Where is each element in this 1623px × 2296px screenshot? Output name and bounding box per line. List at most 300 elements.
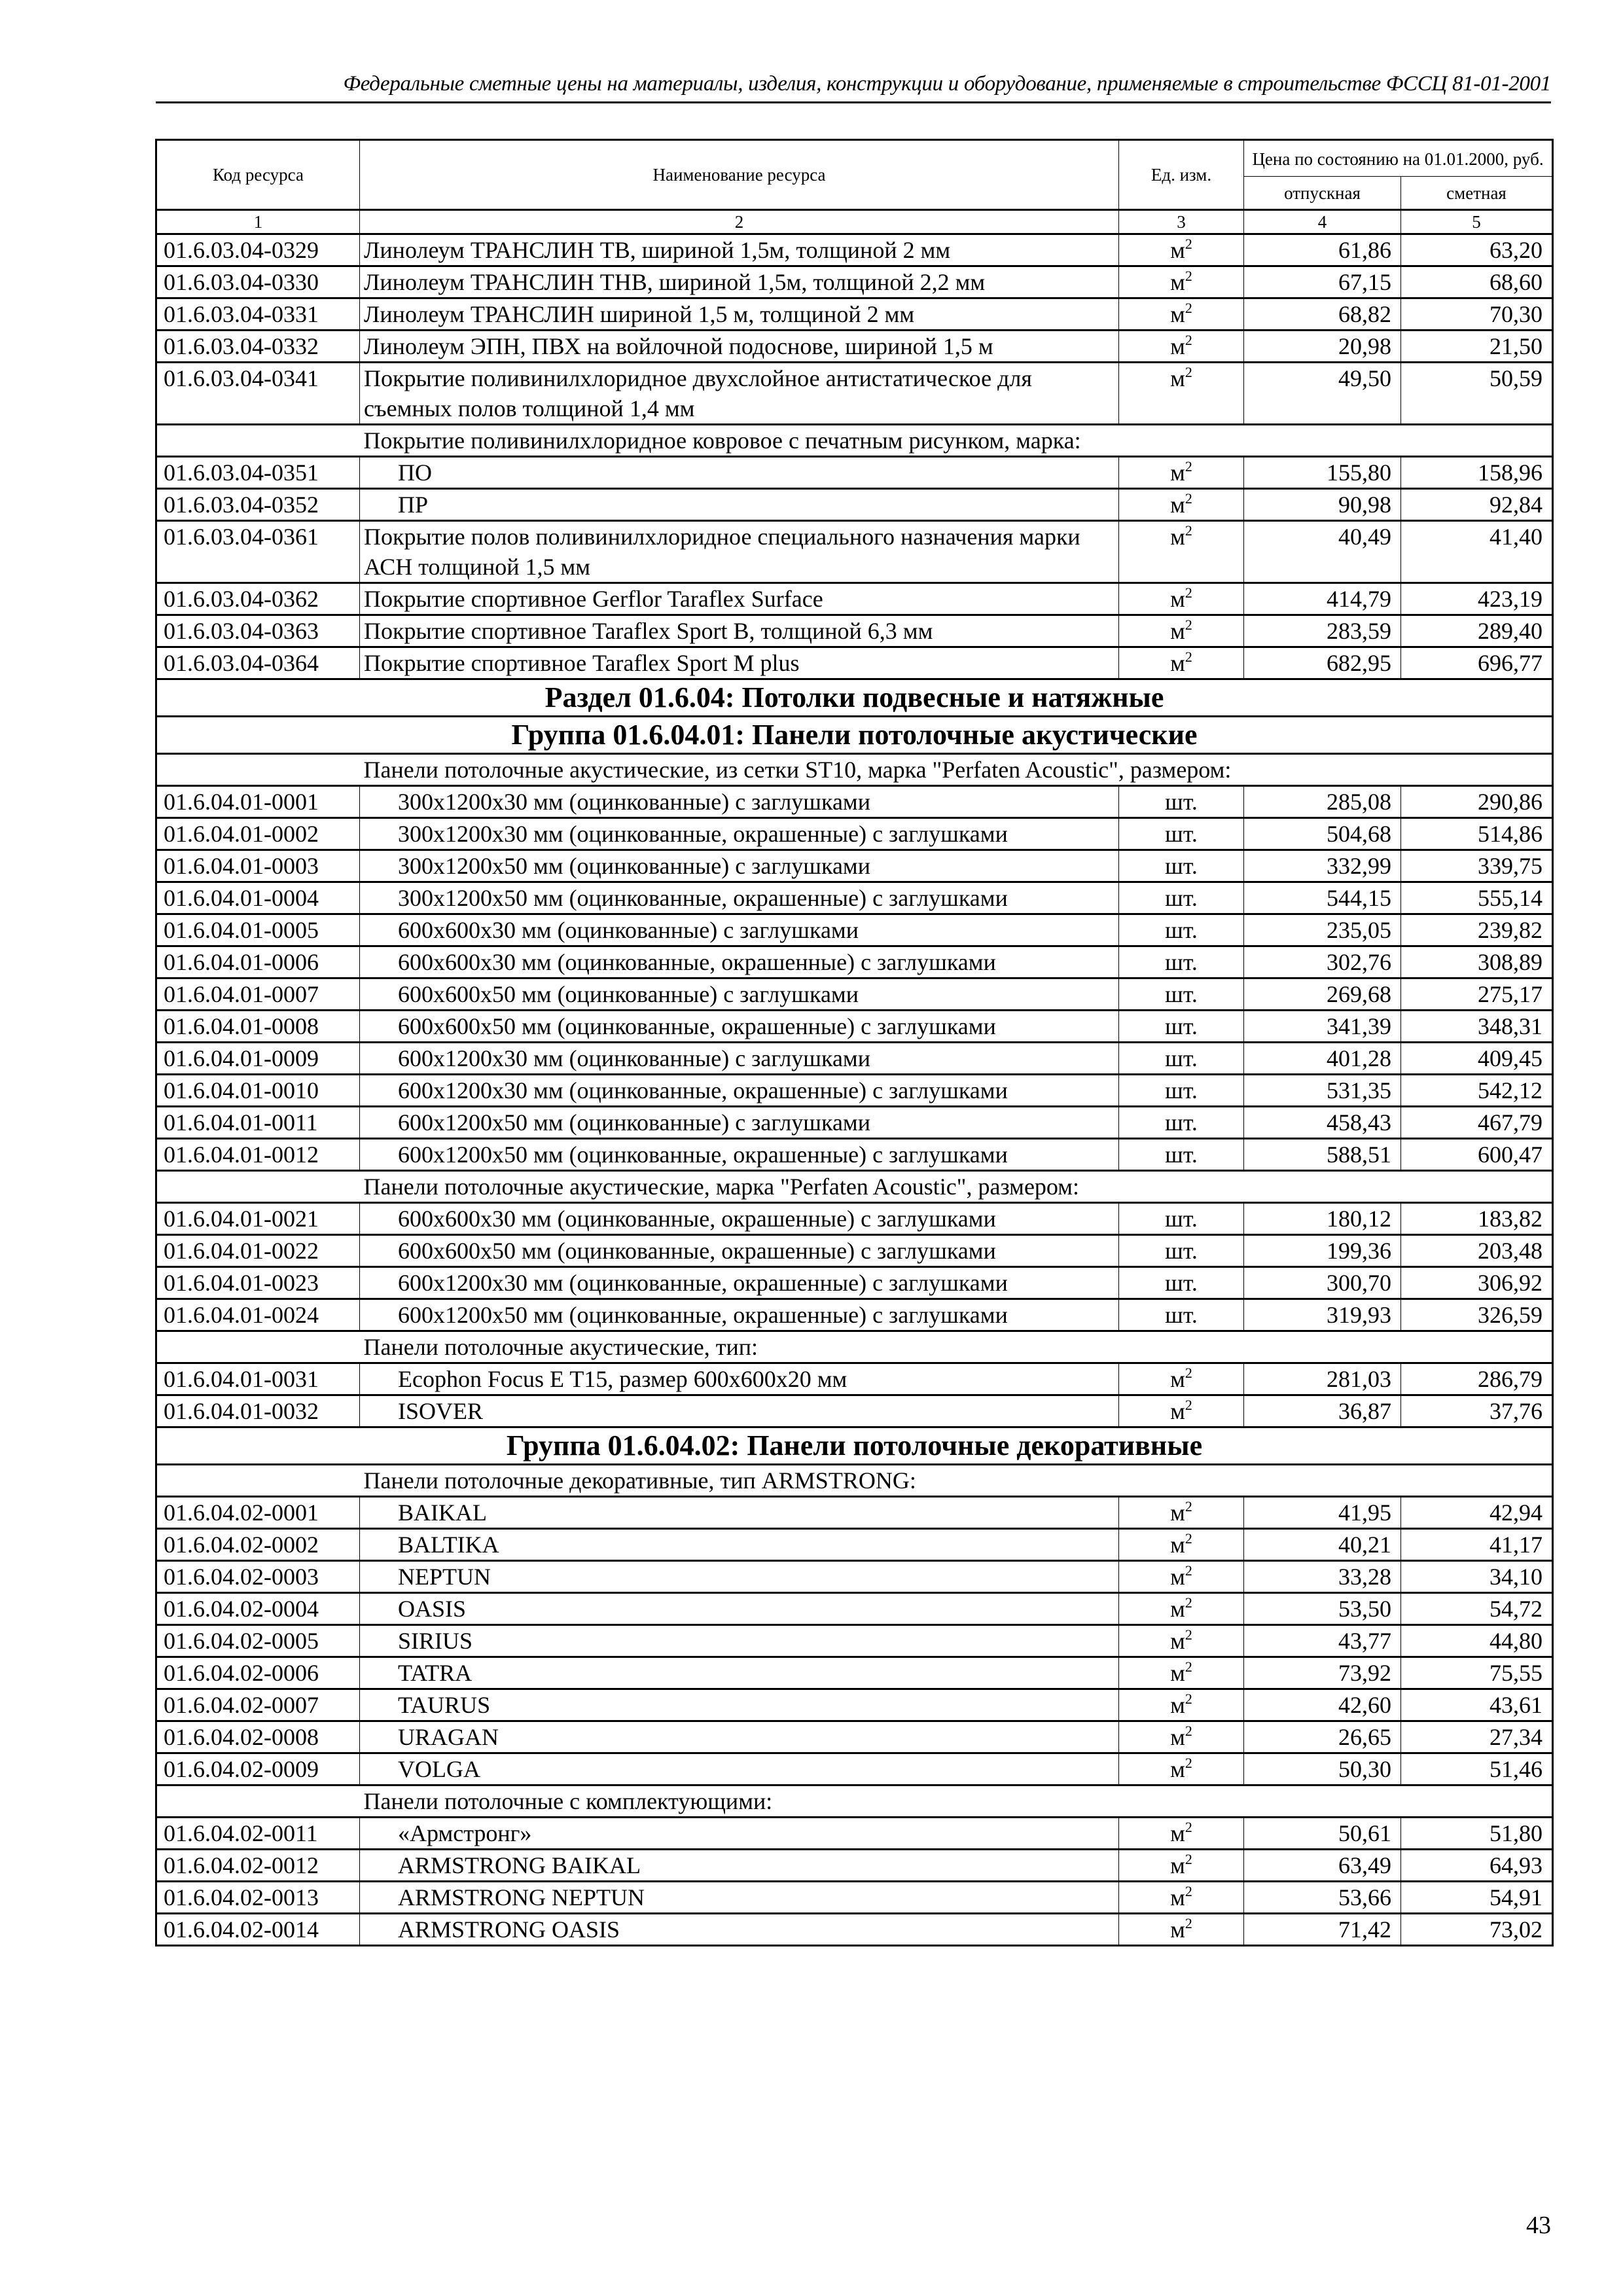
- table-row: [156, 457, 1553, 489]
- unit-cell: [1119, 615, 1244, 647]
- unit-exponent: 2: [1185, 649, 1192, 665]
- subheading-text: Панели потолочные с комплектующими:: [360, 1785, 1553, 1818]
- table-row: [156, 786, 1553, 818]
- unit: шт.: [1165, 1045, 1198, 1071]
- resource-code: 01.6.04.01-0008: [156, 1011, 360, 1043]
- table-row: [156, 946, 1553, 978]
- price-table: [155, 139, 1554, 1946]
- release-price: 20,98: [1244, 331, 1401, 363]
- estimate-price: 467,79: [1401, 1107, 1553, 1139]
- unit-cell: [1119, 1043, 1244, 1075]
- resource-name: BAIKAL: [360, 1497, 1119, 1529]
- table-row: [156, 1561, 1553, 1593]
- column-number: 5: [1401, 210, 1553, 234]
- table-row: [156, 818, 1553, 850]
- unit-cell: [1119, 1850, 1244, 1882]
- resource-name: 600x600x50 мм (оцинкованные, окрашенные) с заглушками: [360, 1235, 1119, 1267]
- resource-name: BALTIKA: [360, 1529, 1119, 1561]
- resource-code: 01.6.04.02-0013: [156, 1882, 360, 1914]
- estimate-price: 34,10: [1401, 1561, 1553, 1593]
- unit: м: [1170, 1499, 1185, 1526]
- estimate-price: 37,76: [1401, 1395, 1553, 1427]
- table-row: [156, 1625, 1553, 1657]
- unit-cell: [1119, 1914, 1244, 1946]
- section-heading: Группа 01.6.04.02: Панели потолочные декоративные: [156, 1427, 1553, 1465]
- table-row: [156, 234, 1553, 266]
- release-price: 61,86: [1244, 234, 1401, 266]
- estimate-price: 203,48: [1401, 1235, 1553, 1267]
- unit: м: [1170, 1564, 1185, 1590]
- unit-exponent: 2: [1185, 1594, 1192, 1611]
- release-price: 235,05: [1244, 914, 1401, 946]
- header-estimate-price: сметная: [1401, 177, 1553, 210]
- release-price: 50,30: [1244, 1753, 1401, 1785]
- estimate-price: 41,17: [1401, 1529, 1553, 1561]
- unit-exponent: 2: [1185, 332, 1192, 348]
- resource-name: 300x1200x30 мм (оцинкованные, окрашенные) с заглушками: [360, 818, 1119, 850]
- header-price: Цена по состоянию на 01.01.2000, руб.: [1244, 140, 1553, 177]
- empty-code-cell: [156, 754, 360, 786]
- table-row: [156, 298, 1553, 331]
- resource-name: ARMSTRONG OASIS: [360, 1914, 1119, 1946]
- release-price: 49,50: [1244, 363, 1401, 425]
- unit-exponent: 2: [1185, 300, 1192, 316]
- resource-code: 01.6.03.04-0362: [156, 583, 360, 615]
- unit: м: [1170, 1596, 1185, 1622]
- unit-exponent: 2: [1185, 268, 1192, 284]
- resource-name: TAURUS: [360, 1689, 1119, 1721]
- release-price: 401,28: [1244, 1043, 1401, 1075]
- table-row: [156, 1043, 1553, 1075]
- estimate-price: 51,80: [1401, 1818, 1553, 1850]
- unit: м: [1170, 618, 1185, 644]
- release-price: 36,87: [1244, 1395, 1401, 1427]
- resource-name: 600x600x50 мм (оцинкованные) с заглушками: [360, 978, 1119, 1011]
- estimate-price: 41,40: [1401, 521, 1553, 583]
- unit-cell: [1119, 363, 1244, 425]
- resource-name: 600x600x30 мм (оцинкованные) с заглушками: [360, 914, 1119, 946]
- unit-exponent: 2: [1185, 1397, 1192, 1413]
- resource-code: 01.6.04.01-0003: [156, 850, 360, 882]
- unit-exponent: 2: [1185, 236, 1192, 252]
- table-row: [156, 1395, 1553, 1427]
- release-price: 281,03: [1244, 1363, 1401, 1395]
- unit: шт.: [1165, 821, 1198, 847]
- unit: м: [1170, 301, 1185, 327]
- table-row: [156, 1850, 1553, 1882]
- table-row: [156, 1882, 1553, 1914]
- resource-name: OASIS: [360, 1593, 1119, 1625]
- resource-code: 01.6.04.02-0007: [156, 1689, 360, 1721]
- column-number: 3: [1119, 210, 1244, 234]
- estimate-price: 42,94: [1401, 1497, 1553, 1529]
- resource-code: 01.6.04.02-0006: [156, 1657, 360, 1689]
- estimate-price: 308,89: [1401, 946, 1553, 978]
- unit-exponent: 2: [1185, 1530, 1192, 1547]
- resource-code: 01.6.04.01-0010: [156, 1075, 360, 1107]
- unit-exponent: 2: [1185, 364, 1192, 380]
- unit-exponent: 2: [1185, 458, 1192, 475]
- release-price: 53,66: [1244, 1882, 1401, 1914]
- resource-code: 01.6.03.04-0364: [156, 647, 360, 679]
- resource-name: Ecophon Focus E T15, размер 600x600x20 мм: [360, 1363, 1119, 1395]
- unit: шт.: [1165, 1109, 1198, 1136]
- resource-code: 01.6.03.04-0363: [156, 615, 360, 647]
- estimate-price: 290,86: [1401, 786, 1553, 818]
- table-row: [156, 1689, 1553, 1721]
- unit: м: [1170, 1532, 1185, 1558]
- release-price: 332,99: [1244, 850, 1401, 882]
- resource-code: 01.6.04.02-0008: [156, 1721, 360, 1753]
- table-row: [156, 1657, 1553, 1689]
- unit-cell: [1119, 1818, 1244, 1850]
- resource-code: 01.6.03.04-0329: [156, 234, 360, 266]
- release-price: 63,49: [1244, 1850, 1401, 1882]
- resource-code: 01.6.03.04-0332: [156, 331, 360, 363]
- release-price: 40,49: [1244, 521, 1401, 583]
- unit: шт.: [1165, 885, 1198, 911]
- page-number: 43: [1526, 2212, 1551, 2239]
- estimate-price: 92,84: [1401, 489, 1553, 521]
- estimate-price: 555,14: [1401, 882, 1553, 914]
- estimate-price: 289,40: [1401, 615, 1553, 647]
- release-price: 155,80: [1244, 457, 1401, 489]
- unit: шт.: [1165, 981, 1198, 1007]
- subheading-row: [156, 754, 1553, 786]
- unit: м: [1170, 1820, 1185, 1846]
- column-number: 4: [1244, 210, 1401, 234]
- estimate-price: 542,12: [1401, 1075, 1553, 1107]
- unit: м: [1170, 1366, 1185, 1392]
- unit-cell: [1119, 1753, 1244, 1785]
- unit-exponent: 2: [1185, 1819, 1192, 1835]
- resource-name: VOLGA: [360, 1753, 1119, 1785]
- header-name: Наименование ресурса: [360, 140, 1119, 210]
- header-rule: [156, 101, 1551, 103]
- unit-cell: [1119, 266, 1244, 298]
- unit: шт.: [1165, 1013, 1198, 1039]
- unit: м: [1170, 1884, 1185, 1910]
- table-header: [156, 140, 1553, 234]
- header-release-price: отпускная: [1244, 177, 1401, 210]
- resource-code: 01.6.04.01-0005: [156, 914, 360, 946]
- unit: шт.: [1165, 1270, 1198, 1296]
- unit: м: [1170, 269, 1185, 295]
- table-row: [156, 978, 1553, 1011]
- resource-name: Линолеум ТРАНСЛИН ТНВ, шириной 1,5м, толщиной 2,2 мм: [360, 266, 1119, 298]
- empty-code-cell: [156, 1785, 360, 1818]
- section-heading-row: [156, 1427, 1553, 1465]
- resource-code: 01.6.04.02-0009: [156, 1753, 360, 1785]
- subheading-text: Панели потолочные акустические, из сетки ST10, марка "Perfaten Acoustic", размером:: [360, 754, 1553, 786]
- estimate-price: 51,46: [1401, 1753, 1553, 1785]
- table-row: [156, 266, 1553, 298]
- resource-name: ПР: [360, 489, 1119, 521]
- estimate-price: 339,75: [1401, 850, 1553, 882]
- unit-exponent: 2: [1185, 617, 1192, 633]
- release-price: 199,36: [1244, 1235, 1401, 1267]
- resource-code: 01.6.04.01-0021: [156, 1203, 360, 1235]
- unit: шт.: [1165, 1077, 1198, 1103]
- resource-name: 600x1200x30 мм (оцинкованные, окрашенные) с заглушками: [360, 1267, 1119, 1299]
- resource-name: 600x600x30 мм (оцинкованные, окрашенные) с заглушками: [360, 946, 1119, 978]
- release-price: 41,95: [1244, 1497, 1401, 1529]
- estimate-price: 239,82: [1401, 914, 1553, 946]
- release-price: 50,61: [1244, 1818, 1401, 1850]
- table-row: [156, 1235, 1553, 1267]
- unit-exponent: 2: [1185, 1365, 1192, 1381]
- unit-exponent: 2: [1185, 1626, 1192, 1643]
- table-row: [156, 1914, 1553, 1946]
- table-row: [156, 615, 1553, 647]
- unit-cell: [1119, 647, 1244, 679]
- table-row: [156, 331, 1553, 363]
- table-row: [156, 1818, 1553, 1850]
- unit-cell: [1119, 331, 1244, 363]
- unit-cell: [1119, 946, 1244, 978]
- unit: м: [1170, 1916, 1185, 1943]
- header-unit: Ед. изм.: [1119, 140, 1244, 210]
- estimate-price: 54,91: [1401, 1882, 1553, 1914]
- resource-code: 01.6.04.02-0001: [156, 1497, 360, 1529]
- table-row: [156, 850, 1553, 882]
- section-heading-row: [156, 679, 1553, 717]
- unit-exponent: 2: [1185, 1851, 1192, 1867]
- estimate-price: 64,93: [1401, 1850, 1553, 1882]
- unit-cell: [1119, 1363, 1244, 1395]
- table-row: [156, 1267, 1553, 1299]
- release-price: 414,79: [1244, 583, 1401, 615]
- unit-exponent: 2: [1185, 1883, 1192, 1899]
- resource-code: 01.6.04.01-0002: [156, 818, 360, 850]
- unit: м: [1170, 1398, 1185, 1424]
- unit-cell: [1119, 1299, 1244, 1331]
- empty-code-cell: [156, 1171, 360, 1203]
- resource-name: Покрытие спортивное Taraflex Sport M plus: [360, 647, 1119, 679]
- unit-cell: [1119, 234, 1244, 266]
- table-row: [156, 363, 1553, 425]
- resource-code: 01.6.04.01-0023: [156, 1267, 360, 1299]
- subheading-text: Панели потолочные декоративные, тип ARMSTRONG:: [360, 1465, 1553, 1497]
- subheading-row: [156, 425, 1553, 457]
- unit: м: [1170, 459, 1185, 486]
- release-price: 504,68: [1244, 818, 1401, 850]
- estimate-price: 63,20: [1401, 234, 1553, 266]
- unit-cell: [1119, 1107, 1244, 1139]
- unit: шт.: [1165, 1206, 1198, 1232]
- resource-code: 01.6.04.02-0003: [156, 1561, 360, 1593]
- resource-code: 01.6.03.04-0351: [156, 457, 360, 489]
- resource-code: 01.6.04.01-0024: [156, 1299, 360, 1331]
- release-price: 285,08: [1244, 786, 1401, 818]
- unit-cell: [1119, 1203, 1244, 1235]
- unit-exponent: 2: [1185, 1915, 1192, 1931]
- unit: м: [1170, 237, 1185, 263]
- resource-name: 600x1200x30 мм (оцинкованные) с заглушками: [360, 1043, 1119, 1075]
- estimate-price: 27,34: [1401, 1721, 1553, 1753]
- estimate-price: 286,79: [1401, 1363, 1553, 1395]
- unit-cell: [1119, 914, 1244, 946]
- unit: м: [1170, 492, 1185, 518]
- resource-name: 300x1200x50 мм (оцинкованные, окрашенные) с заглушками: [360, 882, 1119, 914]
- unit: м: [1170, 1724, 1185, 1750]
- unit: м: [1170, 650, 1185, 676]
- column-number: 2: [360, 210, 1119, 234]
- resource-name: Покрытие полов поливинилхлоридное специального назначения марки АСН толщиной 1,5 мм: [360, 521, 1119, 583]
- release-price: 53,50: [1244, 1593, 1401, 1625]
- table-row: [156, 489, 1553, 521]
- unit-cell: [1119, 1395, 1244, 1427]
- unit: м: [1170, 1692, 1185, 1718]
- resource-code: 01.6.04.02-0011: [156, 1818, 360, 1850]
- running-head: Федеральные сметные цены на материалы, изделия, конструкции и оборудование, применяемые в строительстве ФССЦ 81-01-2001: [343, 72, 1551, 96]
- table-body: [156, 234, 1553, 1946]
- unit-exponent: 2: [1185, 1562, 1192, 1579]
- unit-cell: [1119, 1561, 1244, 1593]
- release-price: 71,42: [1244, 1914, 1401, 1946]
- resource-name: 600x600x30 мм (оцинкованные, окрашенные) с заглушками: [360, 1203, 1119, 1235]
- estimate-price: 696,77: [1401, 647, 1553, 679]
- resource-name: 300x1200x30 мм (оцинкованные) с заглушками: [360, 786, 1119, 818]
- resource-code: 01.6.04.01-0001: [156, 786, 360, 818]
- unit: м: [1170, 1628, 1185, 1654]
- estimate-price: 183,82: [1401, 1203, 1553, 1235]
- resource-code: 01.6.04.02-0014: [156, 1914, 360, 1946]
- unit-cell: [1119, 1529, 1244, 1561]
- unit-cell: [1119, 1625, 1244, 1657]
- resource-name: ARMSTRONG NEPTUN: [360, 1882, 1119, 1914]
- resource-name: Линолеум ЭПН, ПВХ на войлочной подоснове, шириной 1,5 м: [360, 331, 1119, 363]
- unit-cell: [1119, 298, 1244, 331]
- release-price: 67,15: [1244, 266, 1401, 298]
- resource-code: 01.6.03.04-0330: [156, 266, 360, 298]
- estimate-price: 75,55: [1401, 1657, 1553, 1689]
- subheading-row: [156, 1331, 1553, 1363]
- section-heading-row: [156, 717, 1553, 754]
- table-row: [156, 1075, 1553, 1107]
- section-heading: Группа 01.6.04.01: Панели потолочные акустические: [156, 717, 1553, 754]
- release-price: 283,59: [1244, 615, 1401, 647]
- unit-exponent: 2: [1185, 1691, 1192, 1707]
- unit: шт.: [1165, 1302, 1198, 1328]
- unit: шт.: [1165, 853, 1198, 879]
- unit: м: [1170, 365, 1185, 391]
- table-row: [156, 1721, 1553, 1753]
- resource-code: 01.6.03.04-0352: [156, 489, 360, 521]
- resource-code: 01.6.04.01-0032: [156, 1395, 360, 1427]
- unit: м: [1170, 1756, 1185, 1782]
- unit-exponent: 2: [1185, 1498, 1192, 1515]
- unit-exponent: 2: [1185, 1659, 1192, 1675]
- table-row: [156, 521, 1553, 583]
- unit: шт.: [1165, 789, 1198, 815]
- column-number: 1: [156, 210, 360, 234]
- unit-cell: [1119, 1657, 1244, 1689]
- resource-code: 01.6.04.01-0006: [156, 946, 360, 978]
- unit-cell: [1119, 978, 1244, 1011]
- resource-name: Покрытие поливинилхлоридное двухслойное антистатическое для съемных полов толщиной 1,4 мм: [360, 363, 1119, 425]
- table-row: [156, 1363, 1553, 1395]
- resource-name: ARMSTRONG BAIKAL: [360, 1850, 1119, 1882]
- unit-cell: [1119, 1235, 1244, 1267]
- estimate-price: 348,31: [1401, 1011, 1553, 1043]
- release-price: 458,43: [1244, 1107, 1401, 1139]
- resource-code: 01.6.04.01-0022: [156, 1235, 360, 1267]
- resource-code: 01.6.04.01-0011: [156, 1107, 360, 1139]
- unit-exponent: 2: [1185, 522, 1192, 539]
- subheading-text: Покрытие поливинилхлоридное ковровое с печатным рисунком, марка:: [360, 425, 1553, 457]
- release-price: 73,92: [1244, 1657, 1401, 1689]
- unit-cell: [1119, 489, 1244, 521]
- resource-name: Линолеум ТРАНСЛИН ТВ, шириной 1,5м, толщиной 2 мм: [360, 234, 1119, 266]
- subheading-text: Панели потолочные акустические, тип:: [360, 1331, 1553, 1363]
- resource-code: 01.6.04.02-0012: [156, 1850, 360, 1882]
- unit: м: [1170, 1660, 1185, 1686]
- resource-name: ПО: [360, 457, 1119, 489]
- subheading-row: [156, 1171, 1553, 1203]
- unit-cell: [1119, 786, 1244, 818]
- release-price: 26,65: [1244, 1721, 1401, 1753]
- estimate-price: 306,92: [1401, 1267, 1553, 1299]
- resource-code: 01.6.04.02-0004: [156, 1593, 360, 1625]
- table-row: [156, 1593, 1553, 1625]
- resource-name: «Армстронг»: [360, 1818, 1119, 1850]
- unit-exponent: 2: [1185, 490, 1192, 507]
- unit-cell: [1119, 850, 1244, 882]
- empty-code-cell: [156, 1331, 360, 1363]
- resource-name: Покрытие спортивное Gerflor Taraflex Surface: [360, 583, 1119, 615]
- unit-exponent: 2: [1185, 584, 1192, 601]
- resource-code: 01.6.03.04-0341: [156, 363, 360, 425]
- release-price: 68,82: [1244, 298, 1401, 331]
- resource-name: 300x1200x50 мм (оцинкованные) с заглушками: [360, 850, 1119, 882]
- release-price: 180,12: [1244, 1203, 1401, 1235]
- unit: м: [1170, 333, 1185, 359]
- table-row: [156, 882, 1553, 914]
- release-price: 43,77: [1244, 1625, 1401, 1657]
- resource-name: ISOVER: [360, 1395, 1119, 1427]
- release-price: 300,70: [1244, 1267, 1401, 1299]
- estimate-price: 326,59: [1401, 1299, 1553, 1331]
- resource-name: NEPTUN: [360, 1561, 1119, 1593]
- resource-name: 600x1200x50 мм (оцинкованные, окрашенные) с заглушками: [360, 1299, 1119, 1331]
- unit-cell: [1119, 1721, 1244, 1753]
- release-price: 319,93: [1244, 1299, 1401, 1331]
- table-row: [156, 1529, 1553, 1561]
- estimate-price: 43,61: [1401, 1689, 1553, 1721]
- estimate-price: 44,80: [1401, 1625, 1553, 1657]
- unit: м: [1170, 524, 1185, 550]
- resource-name: 600x600x50 мм (оцинкованные, окрашенные) с заглушками: [360, 1011, 1119, 1043]
- empty-code-cell: [156, 425, 360, 457]
- release-price: 531,35: [1244, 1075, 1401, 1107]
- unit-cell: [1119, 1689, 1244, 1721]
- table-row: [156, 1139, 1553, 1171]
- unit-cell: [1119, 1497, 1244, 1529]
- release-price: 341,39: [1244, 1011, 1401, 1043]
- subheading-row: [156, 1465, 1553, 1497]
- release-price: 302,76: [1244, 946, 1401, 978]
- resource-code: 01.6.04.01-0004: [156, 882, 360, 914]
- unit-cell: [1119, 457, 1244, 489]
- release-price: 33,28: [1244, 1561, 1401, 1593]
- unit-exponent: 2: [1185, 1755, 1192, 1771]
- table-row: [156, 1299, 1553, 1331]
- estimate-price: 600,47: [1401, 1139, 1553, 1171]
- unit: м: [1170, 586, 1185, 612]
- estimate-price: 70,30: [1401, 298, 1553, 331]
- unit-cell: [1119, 583, 1244, 615]
